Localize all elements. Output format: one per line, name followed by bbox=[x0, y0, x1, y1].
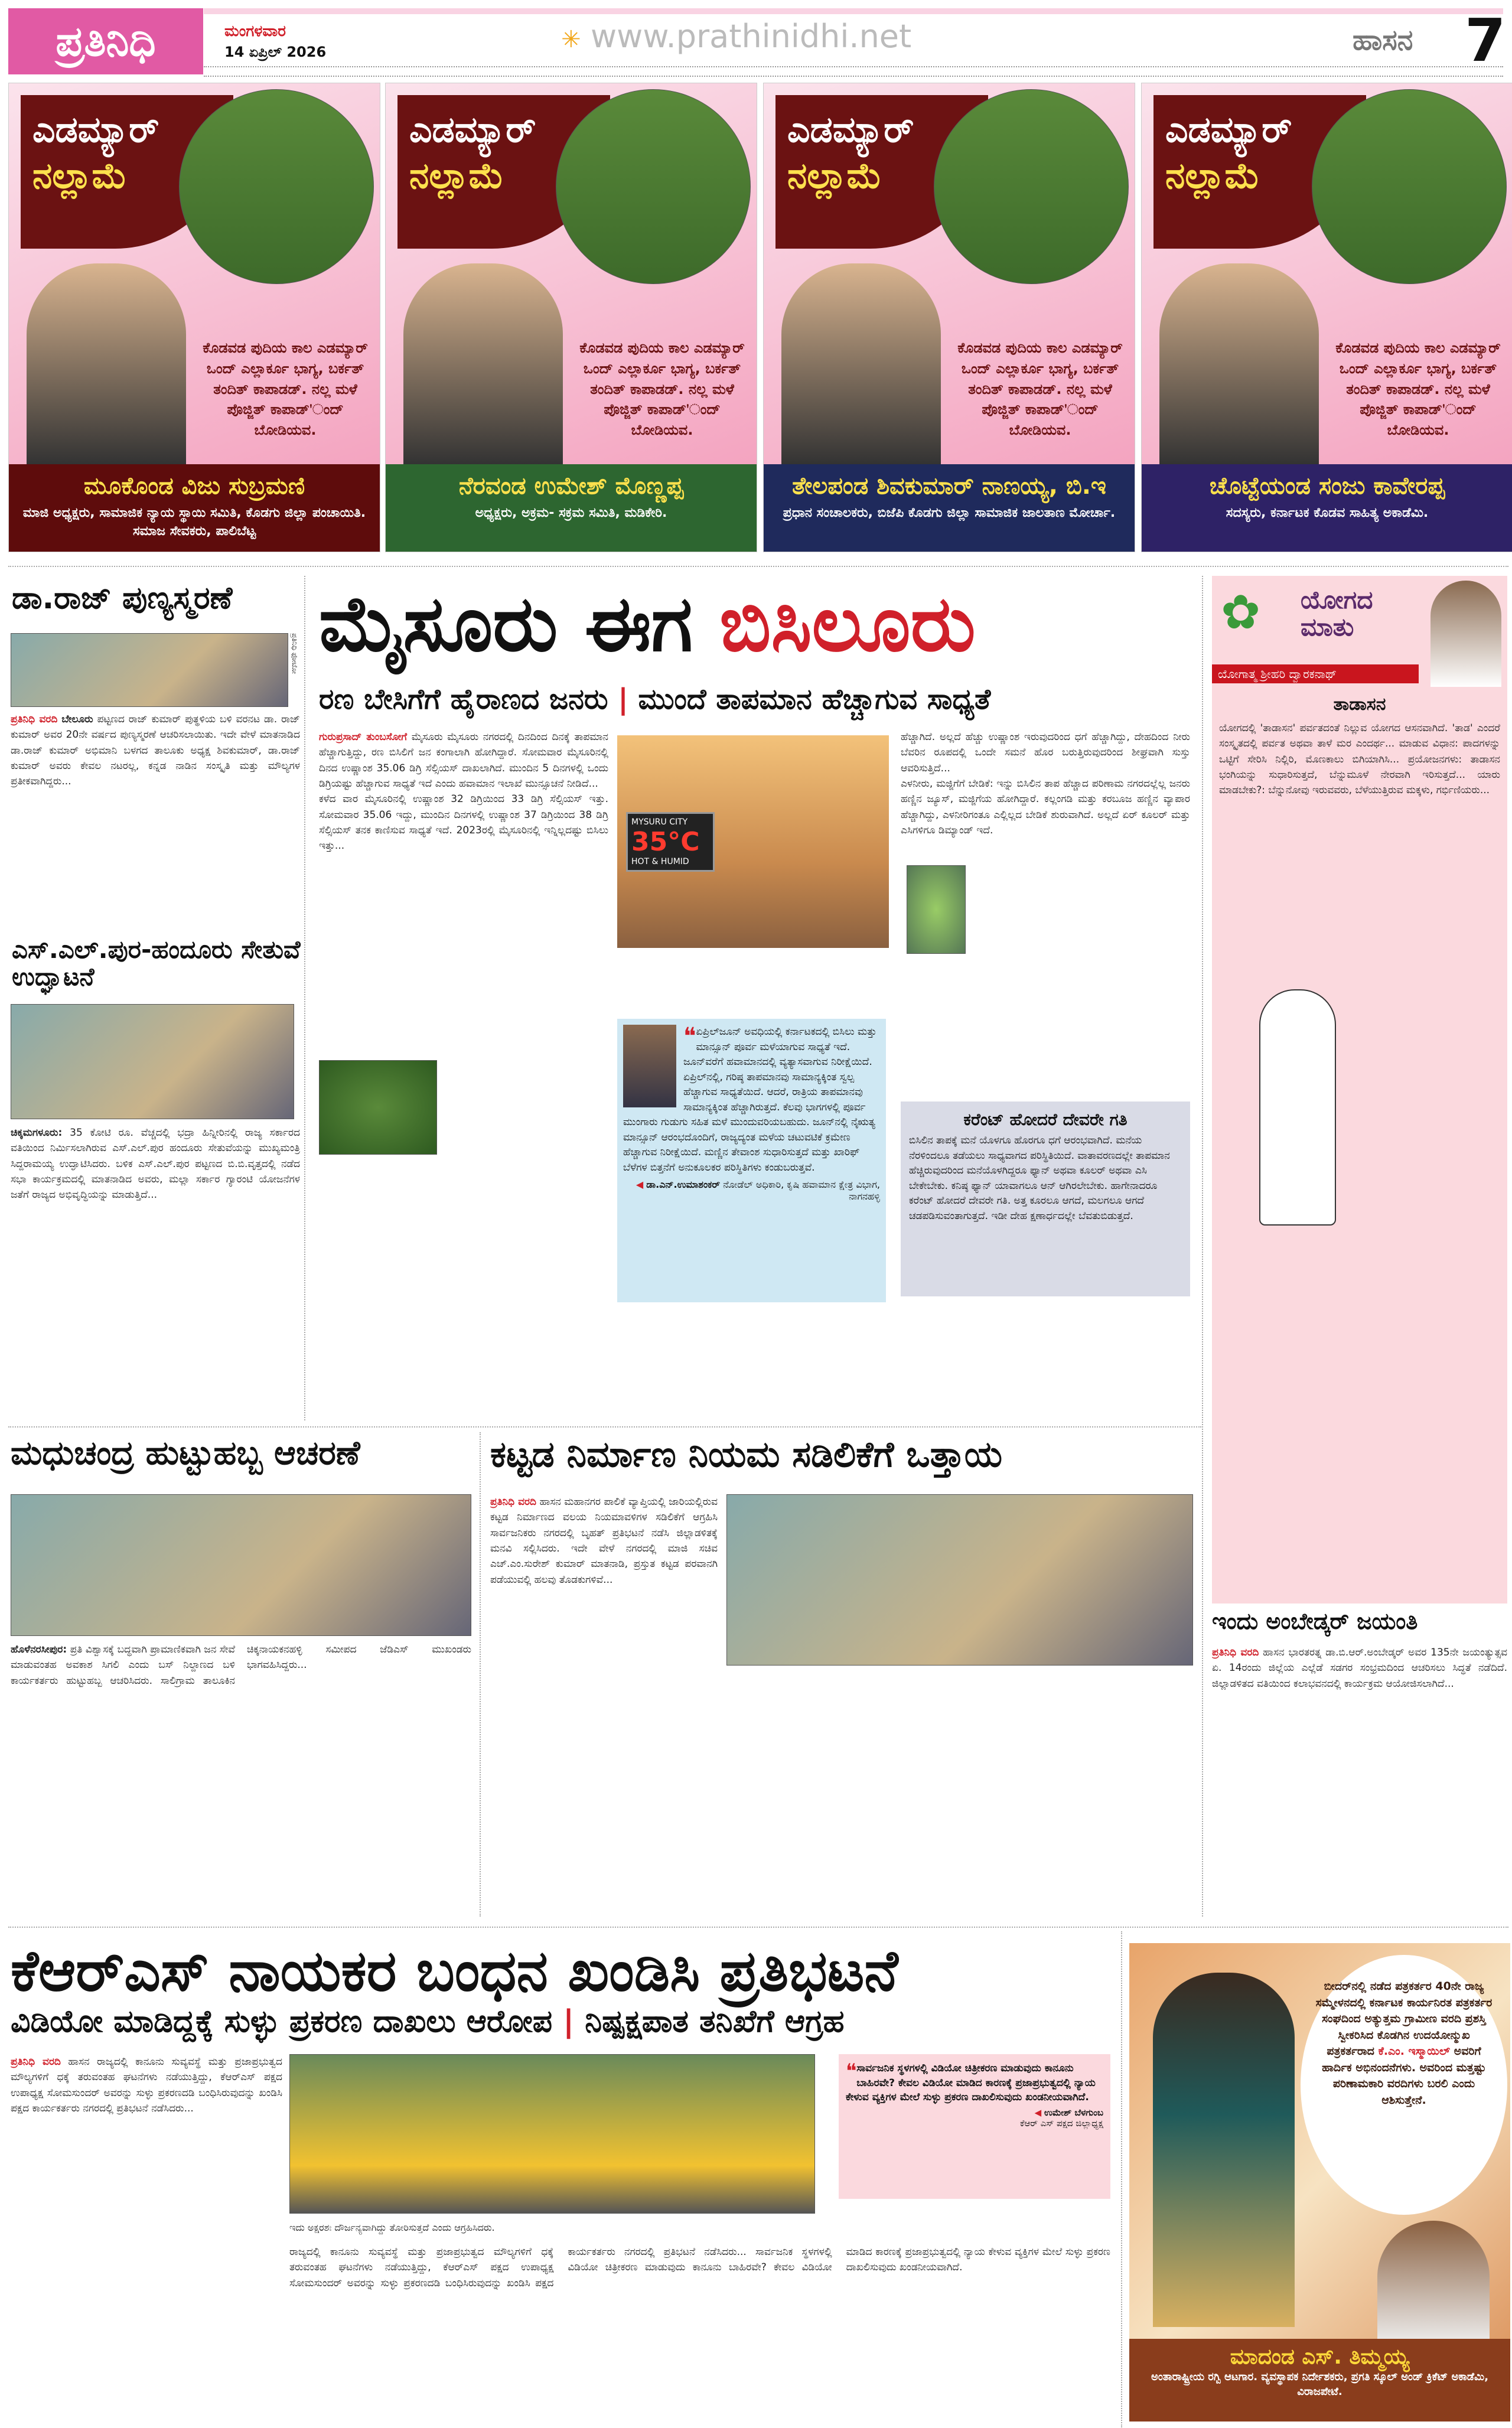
greeting-ad bbox=[385, 83, 757, 552]
ad-title-line: ಎಡಮ್ಯಾರ್ bbox=[32, 109, 159, 151]
main-subheadline: ರಣ ಬೇಸಿಗೆಗೆ ಹೈರಾಣದ ಜನರು | ಮುಂದೆ ತಾಪಮಾನ ಹೆಚ್ಚಾಗುವ ಸಾಧ್ಯತೆ bbox=[319, 683, 991, 716]
page-number: 7 bbox=[1465, 6, 1506, 75]
yoga-logo-line: ಮಾತು bbox=[1301, 612, 1354, 642]
ad-name-band bbox=[1142, 464, 1512, 552]
advertiser-designation: ಮಾಜಿ ಅಧ್ಯಕ್ಷರು, ಸಾಮಾಜಿಕ ನ್ಯಾಯ ಸ್ಥಾಯಿ ಸಮಿತಿ, ಕೊಡಗು ಜಿಲ್ಲಾ ಪಂಚಾಯಿತಿ. ಸಮಾಜ ಸೇವಕರು, ಪಾಲಿಬೆಟ್ಟ bbox=[22, 506, 366, 539]
article-body: ಭಾರತರತ್ನ ಡಾ.ಬಿ.ಆರ್.ಅಂಬೇಡ್ಕರ್ ಅವರ 135ನೇ ಜಯಂತ್ಯುತ್ಸವ ಏ. 14ರಂದು ಜಿಲ್ಲೆಯ ಎಲ್ಲೆಡೆ ಸಡಗರ ಸಂಭ್ರಮದಿಂದ ಆಚರಿಸಲು ಸಿದ್ಧತೆ ನಡೆದಿದೆ. ಜಿಲ್ಲಾಡಳಿತದ ವತಿಯಿಂದ ಕಲಾಭವನದಲ್ಲಿ ಕಾರ್ಯಕ್ರಮ ಆಯೋಜಿಸಲಾಗಿದೆ... bbox=[1212, 1647, 1507, 1690]
krs-subheadline: ವಿಡಿಯೋ ಮಾಡಿದ್ದಕ್ಕೆ ಸುಳ್ಳು ಪ್ರಕರಣ ದಾಖಲು ಆರೋಪ | ನಿಷ್ಪಕ್ಷಪಾತ ತನಿಖೆಗೆ ಆಗ್ರಹ bbox=[11, 2004, 845, 2039]
article-body: ರಾಜ್ಯದಲ್ಲಿ ಕಾನೂನು ಸುವ್ಯವಸ್ಥೆ ಮತ್ತು ಪ್ರಜಾಪ್ರಭುತ್ವದ ಮೌಲ್ಯಗಳಿಗೆ ಧಕ್ಕೆ ತರುವಂತಹ ಘಟನೆಗಳು ನಡೆಯುತ್ತಿದ್ದು, ಕೆಆರ್‌ಎಸ್ ಪಕ್ಷದ ಉಪಾಧ್ಯಕ್ಷ ಸೋಮಸುಂದರ್ ಅವರನ್ನು ಸುಳ್ಳು ಪ್ರಕರಣದಡಿ ಬಂಧಿಸಿರುವುದನ್ನು ಖಂಡಿಸಿ ಪಕ್ಷದ ಕಾರ್ಯಕರ್ತರು ನಗರದಲ್ಲಿ ಪ್ರತಿಭಟನೆ ನಡೆಸಿದರು... bbox=[289, 2246, 747, 2289]
sidebar-title: ಕರೆಂಟ್ ಹೋದರೆ ದೇವರೇ ಗತಿ bbox=[963, 1110, 1128, 1129]
byline: ಗುರುಪ್ರಸಾದ್ ತುಂಬಸೋಗೆ bbox=[319, 731, 408, 743]
headline-ambedkar: ಇಂದು ಅಂಬೇಡ್ಕರ್ ಜಯಂತಿ bbox=[1212, 1608, 1418, 1634]
ploughing-photo bbox=[1312, 89, 1507, 284]
birthday-celebration-photo bbox=[11, 1494, 471, 1636]
message-text: ಅವರಿಗೆ ಹಾರ್ದಿಕ ಅಭಿನಂದನೆಗಳು. ಅವರಿಂದ ಮತ್ತಷ್ಟು ಪರಿಣಾಮಕಾರಿ ವರದಿಗಳು ಬರಲಿ ಎಂದು ಆಶಿಸುತ್ತೇನೆ. bbox=[1322, 2045, 1486, 2107]
greeting-ad bbox=[1141, 83, 1512, 552]
subhead-part: ನಿಷ್ಪಕ್ಷಪಾತ ತನಿಖೆಗೆ ಆಗ್ರಹ bbox=[585, 2004, 845, 2039]
ploughing-photo bbox=[179, 89, 374, 284]
website-link[interactable]: www.prathinidhi.net bbox=[591, 18, 912, 55]
divider bbox=[8, 1927, 1508, 1928]
ad-name-band bbox=[9, 464, 380, 552]
award-message bbox=[1301, 1955, 1507, 2215]
sign-temperature: 35°C bbox=[631, 827, 700, 857]
article-body: ಸಾರ್ವಜನಿಕ ಸ್ಥಳಗಳಲ್ಲಿ ವಿಡಿಯೋ ಚಿತ್ರೀಕರಣ ಮಾಡುವುದು ಕಾನೂನು ಬಾಹಿರವೇ? ಕೇವಲ ವಿಡಿಯೋ ಮಾಡಿದ ಕಾರಣಕ್ಕೆ ಪ್ರಜಾಪ್ರಭುತ್ವದಲ್ಲಿ ನ್ಯಾಯ ಕೇಳುವ ವ್ಯಕ್ತಿಗಳ ಮೇಲೆ ಸುಳ್ಳು ಪ್ರಕರಣ ದಾಖಲಿಸುವುದು ಖಂಡನೀಯವಾಗಿದೆ. bbox=[568, 2246, 1110, 2274]
yoga-column bbox=[1212, 576, 1507, 1604]
quote-icon: ❝ bbox=[846, 2059, 857, 2083]
dateline: ಹಾಸನ bbox=[68, 2056, 90, 2068]
temperature-sign bbox=[626, 812, 715, 872]
bridge-inauguration-photo bbox=[11, 1004, 294, 1119]
krs-article bbox=[11, 2054, 282, 2423]
bridge-article bbox=[11, 1125, 300, 1409]
sponsor-photo bbox=[1377, 2221, 1490, 2345]
award-congratulation-ad bbox=[1129, 1943, 1510, 2422]
subhead-part: ರಣ ಬೇಸಿಗೆಗೆ ಹೈರಾಣದ ಜನರು bbox=[319, 683, 608, 716]
sign-note: HOT & HUMID bbox=[631, 857, 689, 866]
quote-role: ನೋಡೆಲ್ ಅಧಿಕಾರಿ, ಕೃಷಿ ಹವಾಮಾನ ಕ್ಷೇತ್ರ ವಿಭಾಗ, ನಾಗನಹಳ್ಳಿ bbox=[723, 1179, 880, 1202]
quote-icon: ❝ bbox=[683, 1023, 696, 1050]
dateline: ಹಾಸನ bbox=[539, 1496, 561, 1508]
ploughing-photo bbox=[556, 89, 751, 284]
article-body: ಕಳೆದ ವಾರ ಮೈಸೂರಿನಲ್ಲಿ ಉಷ್ಣಾಂಶ 32 ಡಿಗ್ರಿಯಿಂದ 33 ಡಿಗ್ರಿ ಸೆಲ್ಸಿಯಸ್ ಇತ್ತು. ಸೋಮವಾರ 35.06 ಇದ್ದು, ಮುಂದಿನ ದಿನಗಳಲ್ಲಿ ಉಷ್ಣಾಂಶ 37 ಡಿಗ್ರಿಯಿಂದ 38 ಡಿಗ್ರಿ ಸೆಲ್ಸಿಯಸ್ ತನಕ ಕಾಣಿಸುವ ಸಾಧ್ಯತೆ ಇದೆ. 2023ರಲ್ಲಿ ಮೈಸೂರಿನಲ್ಲಿ ಇನ್ನಿಲ್ಲದಷ್ಟು ಬಿಸಿಲು ಇತ್ತು... bbox=[319, 793, 608, 852]
awardee-photo bbox=[1153, 1973, 1295, 2327]
byline: ಪ್ರತಿನಿಧಿ ವರದಿ bbox=[1212, 1647, 1259, 1658]
divider bbox=[304, 576, 305, 1420]
headline-building-rules: ಕಟ್ಟಡ ನಿರ್ಮಾಣ ನಿಯಮ ಸಡಿಲಿಕೆಗೆ ಒತ್ತಾಯ bbox=[490, 1434, 1002, 1475]
subhead-part: ಮುಂದೆ ತಾಪಮಾನ ಹೆಚ್ಚಾಗುವ ಸಾಧ್ಯತೆ bbox=[638, 683, 991, 716]
building-article bbox=[490, 1494, 718, 1914]
raj-tribute-photo bbox=[11, 633, 288, 707]
dateline: ಹೊಳೆನರಸೀಪುರ: bbox=[11, 1644, 67, 1655]
quote-text: ಸಾರ್ವಜನಿಕ ಸ್ಥಳಗಳಲ್ಲಿ ವಿಡಿಯೋ ಚಿತ್ರೀಕರಣ ಮಾಡುವುದು ಕಾನೂನು ಬಾಹಿರವೇ? ಕೇವಲ ವಿಡಿಯೋ ಮಾಡಿದ ಕಾರಣಕ್ಕೆ ಪ್ರಜಾಪ್ರಭುತ್ವದಲ್ಲಿ ನ್ಯಾಯ ಕೇಳುವ ವ್ಯಕ್ತಿಗಳ ಮೇಲೆ ಸುಳ್ಳು ಪ್ರಕರಣ ದಾಖಲಿಸುವುದು ಖಂಡನೀಯವಾಗಿದೆ. bbox=[846, 2062, 1096, 2104]
sparkle-icon: ✳ bbox=[561, 26, 581, 53]
ad-name-band bbox=[386, 464, 757, 552]
ad-artwork bbox=[9, 83, 380, 464]
divider bbox=[204, 76, 1503, 77]
headline-birthday: ಮಧುಚಂದ್ರ ಹುಟ್ಟುಹಬ್ಬ ಆಚರಣೆ bbox=[11, 1434, 360, 1472]
divider bbox=[480, 1432, 481, 1917]
awardee-name: ಕೆ.ಎಂ. ಇಸ್ಮಾಯಿಲ್ bbox=[1378, 2045, 1451, 2058]
message-text: ಬೀದರ್‌ನಲ್ಲಿ ನಡೆದ ಪತ್ರಕರ್ತರ 40ನೇ ರಾಜ್ಯ ಸಮ್ಮೇಳನದಲ್ಲಿ ಕರ್ನಾಟಕ ಕಾರ್ಯನಿರತ ಪತ್ರಕರ್ತರ ಸಂಘದಿಂದ ಅತ್ಯುತ್ತಮ ಗ್ರಾಮೀಣ ವರದಿ ಪ್ರಶಸ್ತಿ ಸ್ವೀಕರಿಸಿದ ಕೊಡಗಿನ ಉದಯೋನ್ಮುಖ ಪತ್ರಕರ್ತರಾದ bbox=[1315, 1980, 1493, 2058]
sidebar-text: ಬಿಸಿಲಿನ ತಾಪಕ್ಕೆ ಮನೆ ಯೊಳಗೂ ಹೊರಗೂ ಧಗೆ ಆರಂಭವಾಗಿದೆ. ಮನೆಯ ನೆರಳಿಂದಲೂ ತಡೆಯಲು ಸಾಧ್ಯವಾಗದ ಪರಿಸ್ಥಿತಿಯಿದೆ. ವಾತಾವರಣದಲ್ಲೇ ತಾಪಮಾನ ಹೆಚ್ಚಿರುವುದರಿಂದ ಮನೆಯೊಳಗಿದ್ದರೂ ಫ್ಯಾನ್ ಅಥವಾ ಕೂಲರ್ ಅಥವಾ ಎಸಿ ಬೇಕೇಬೇಕು. ಕನಿಷ್ಠ ಫ್ಯಾನ್ ಯಾವಾಗಲೂ ಆನ್ ಆಗಿರಲೇಬೇಕು. ಹಾಗೇನಾದರೂ ಕರೆಂಟ್ ಹೋದರೆ ದೇವರೇ ಗತಿ. ಅತ್ತ ಕೂರಲೂ ಆಗದೆ, ಮಲಗಲೂ ಆಗದೆ ಚಡಪಡಿಸುವಂತಾಗುತ್ತದೆ. ಇಡೀ ದೇಹ ಕ್ಷಣಾರ್ಧದಲ್ಲೇ ಬೆವತುಬಿಡುತ್ತದೆ. bbox=[909, 1135, 1170, 1222]
sponsor-name: ಮಾದಂಡ ಎಸ್. ತಿಮ್ಮಯ್ಯ bbox=[1230, 2345, 1410, 2369]
ad-message: ಕೊಡವಡ ಪುದಿಯ ಕಾಲ ಎಡಮ್ಯಾರ್ ಒಂದ್ ಎಲ್ಲಾರ್ಕೂ ಭಾಗ್ಯ, ಬರ್ಕತ್ ತಂದಿತ್ ಕಾಪಾಡಡ್. ನಲ್ಲ ಮಳೆ ಪೊಜ್ಜಿತ್ ಕಾಪಾಡ್'ಂದ್ ಬೋಡಿಯವ. bbox=[1335, 340, 1501, 439]
divider bbox=[1202, 576, 1203, 1917]
person-photo bbox=[27, 263, 186, 464]
lotus-meditation-icon: ✿ bbox=[1221, 585, 1261, 640]
sign-city: MYSURU CITY bbox=[631, 817, 688, 827]
byline: ಪ್ರತಿನಿಧಿ ವರದಿ bbox=[11, 713, 58, 725]
power-cut-sidebar bbox=[901, 1101, 1190, 1296]
raj-article bbox=[11, 712, 300, 930]
ploughing-photo bbox=[934, 89, 1129, 284]
advertiser-name: ನೆರವಂಡ ಉಮೇಶ್ ಮೊಣ್ಣಪ್ಪ bbox=[458, 472, 684, 500]
divider bbox=[8, 566, 1508, 567]
author-name: ಯೋಗಾತ್ಮ ಶ್ರೀಹರಿ ದ್ವಾರಕನಾಥ್ bbox=[1212, 664, 1419, 683]
ad-message: ಕೊಡವಡ ಪುದಿಯ ಕಾಲ ಎಡಮ್ಯಾರ್ ಒಂದ್ ಎಲ್ಲಾರ್ಕೂ ಭಾಗ್ಯ, ಬರ್ಕತ್ ತಂದಿತ್ ಕಾಪಾಡಡ್. ನಲ್ಲ ಮಳೆ ಪೊಜ್ಜಿತ್ ಕಾಪಾಡ್'ಂದ್ ಬೋಡಿಯವ. bbox=[579, 340, 745, 439]
article-body: ಹೆಚ್ಚಾಗಿದೆ. ಅಲ್ಲದೆ ಹೆಚ್ಚು ಉಷ್ಣಾಂಶ ಇರುವುದರಿಂದ ಧಗೆ ಹೆಚ್ಚಾಗಿದ್ದು, ದೇಹದಿಂದ ನೀರು ಬೆವರಿನ ರೂಪದಲ್ಲಿ ಒಂದೇ ಸಮನೆ ಹೊರ ಬರುತ್ತಿರುವುದರಿಂದ ಶೀಘ್ರವಾಗಿ ಸುಸ್ತು ಆವರಿಸುತ್ತಿದೆ... bbox=[901, 731, 1190, 774]
advertiser-name: ತೇಲಪಂಡ ಶಿವಕುಮಾರ್ ನಾಣಯ್ಯ, ಬಿ.ಇ bbox=[792, 472, 1106, 500]
divider bbox=[1121, 1931, 1122, 2427]
yoga-header bbox=[1212, 576, 1507, 681]
issue-date: 14 ಏಪ್ರಿಲ್ 2026 bbox=[224, 44, 327, 60]
subhead-part: ವಿಡಿಯೋ ಮಾಡಿದ್ದಕ್ಕೆ ಸುಳ್ಳು ಪ್ರಕರಣ ದಾಖಲು ಆರೋಪ bbox=[11, 2004, 553, 2039]
krs-article-continued bbox=[289, 2244, 1110, 2422]
birthday-article bbox=[11, 1642, 471, 1914]
photo-credit: ಪ್ರತಿನಿಧಿ ಫೋಟೋ bbox=[291, 633, 299, 674]
protest-rally-photo bbox=[726, 1494, 1193, 1666]
ad-name-band bbox=[764, 464, 1135, 552]
sponsor-band bbox=[1129, 2339, 1510, 2422]
advertiser-designation: ಸದಸ್ಯರು, ಕರ್ನಾಟಕ ಕೊಡವ ಸಾಹಿತ್ಯ ಅಕಾಡೆಮಿ. bbox=[1226, 506, 1429, 520]
masthead-bar bbox=[204, 8, 1503, 14]
ad-title-line: ನಲ್ಲಾಮೆ bbox=[787, 155, 882, 197]
greeting-ad bbox=[8, 83, 380, 552]
article-body: ರಾಜ್ಯದಲ್ಲಿ ಕಾನೂನು ಸುವ್ಯವಸ್ಥೆ ಮತ್ತು ಪ್ರಜಾಪ್ರಭುತ್ವದ ಮೌಲ್ಯಗಳಿಗೆ ಧಕ್ಕೆ ತರುವಂತಹ ಘಟನೆಗಳು ನಡೆಯುತ್ತಿದ್ದು, ಕೆಆರ್‌ಎಸ್ ಪಕ್ಷದ ಉಪಾಧ್ಯಕ್ಷ ಸೋಮಸುಂದರ್ ಅವರನ್ನು ಸುಳ್ಳು ಪ್ರಕರಣದಡಿ ಬಂಧಿಸಿರುವುದನ್ನು ಖಂಡಿಸಿ ಪಕ್ಷದ ಕಾರ್ಯಕರ್ತರು ನಗರದಲ್ಲಿ ಪ್ರತಿಭಟನೆ ನಡೆಸಿದರು... bbox=[11, 2056, 282, 2115]
ad-title-line: ಎಡಮ್ಯಾರ್ bbox=[1165, 109, 1292, 151]
dateline: ಹಾಸನ bbox=[1263, 1647, 1285, 1658]
advertiser-name: ಚೊಟ್ಟೆಯಂಡ ಸಂಜು ಕಾವೇರಪ್ಪ bbox=[1209, 472, 1445, 500]
section-name: ಹಾಸನ bbox=[1353, 24, 1413, 57]
person-photo bbox=[1159, 263, 1319, 464]
quote-text: ಏಪ್ರಿಲ್‌ಜೂನ್ ಅವಧಿಯಲ್ಲಿ ಕರ್ನಾಟಕದಲ್ಲಿ ಬಿಸಿಲು ಮತ್ತು ಮಾನ್ಸೂನ್ ಪೂರ್ವ ಮಳೆಯಾಗುವ ಸಾಧ್ಯತೆ ಇದೆ. ಜೂನ್‌ವರೆಗೆ ಹವಾಮಾನದಲ್ಲಿ ವ್ಯತ್ಯಾಸವಾಗುವ ನಿರೀಕ್ಷೆಯಿದೆ. ಏಪ್ರಿಲ್‌ನಲ್ಲಿ, ಗರಿಷ್ಠ ತಾಪಮಾನವು ಸಾಮಾನ್ಯಕ್ಕಿಂತ ಸ್ವಲ್ಪ ಹೆಚ್ಚಾಗುವ ಸಾಧ್ಯತೆಯಿದೆ. ಆದರೆ, ರಾತ್ರಿಯ ತಾಪಮಾನವು ಸಾಮಾನ್ಯಕ್ಕಿಂತ ಹೆಚ್ಚಾಗಿರುತ್ತದೆ. ಕೆಲವು ಭಾಗಗಳಲ್ಲಿ ಪೂರ್ವ ಮುಂಗಾರು ಗುಡುಗು ಸಹಿತ ಮಳೆ ಮುಂದುವರಿಯಬಹುದು. ಜೂನ್‌ನಲ್ಲಿ ನೈಋತ್ಯ ಮಾನ್ಸೂನ್ ಆರಂಭದೊಂದಿಗೆ, ರಾಜ್ಯದ್ಯಂತ ಮಳೆಯ ಚಟುವಟಿಕೆ ಕ್ರಮೇಣ ಹೆಚ್ಚಾಗುವ ನಿರೀಕ್ಷೆಯಿದೆ. ಮಣ್ಣಿನ ತೇವಾಂಶ ಸುಧಾರಿಸುತ್ತದೆ ಮತ್ತು ಖಾರಿಫ್ ಬೆಳೆಗಳ ಬಿತ್ತನೆಗೆ ಅನುಕೂಲಕರ ಪರಿಸ್ಥಿತಿಗಳು ಕಂಡುಬರುತ್ತವೆ. bbox=[623, 1026, 877, 1174]
greeting-ad bbox=[763, 83, 1135, 552]
ad-message: ಕೊಡವಡ ಪುದಿಯ ಕಾಲ ಎಡಮ್ಯಾರ್ ಒಂದ್ ಎಲ್ಲಾರ್ಕೂ ಭಾಗ್ಯ, ಬರ್ಕತ್ ತಂದಿತ್ ಕಾಪಾಡಡ್. ನಲ್ಲ ಮಳೆ ಪೊಜ್ಜಿತ್ ಕಾಪಾಡ್'ಂದ್ ಬೋಡಿಯವ. bbox=[957, 340, 1123, 439]
article-body: ಮಹಾನಗರ ಪಾಲಿಕೆ ವ್ಯಾಪ್ತಿಯಲ್ಲಿ ಜಾರಿಯಲ್ಲಿರುವ ಕಟ್ಟಡ ನಿರ್ಮಾಣದ ವಲಯ ನಿಯಮಾವಳಿಗಳ ಸಡಿಲಿಕೆಗೆ ಆಗ್ರಹಿಸಿ ಸಾರ್ವಜನಿಕರು ನಗರದಲ್ಲಿ ಬೃಹತ್ ಪ್ರತಿಭಟನೆ ನಡೆಸಿ ಜಿಲ್ಲಾಡಳಿತಕ್ಕೆ ಮನವಿ ಸಲ್ಲಿಸಿದರು. ಇದೇ ವೇಳೆ ನಗರದಲ್ಲಿ ಮಾಜಿ ಸಚಿವ ಎಚ್.ಎಂ.ಸುರೇಶ್ ಕುಮಾರ್ ಮಾತನಾಡಿ, ಪ್ರಸ್ತುತ ಕಟ್ಟಡ ಪರವಾನಗಿ ಪಡೆಯುವಲ್ಲಿ ಹಲವು ತೊಡಕುಗಳಿವೆ... bbox=[490, 1496, 718, 1586]
person-photo bbox=[781, 263, 941, 464]
article-body: ಪ್ರತಿ ವಿಶ್ವಾಸಕ್ಕೆ ಬದ್ಧವಾಗಿ ಪ್ರಾಮಾಣಿಕವಾಗಿ ಜನ ಸೇವೆ ಮಾಡುವಂತಹ ಅವಕಾಶ ಸಿಗಲಿ ಎಂದು ಬಸ್ ನಿಲ್ದಾಣದ ಬಳಿ ಕಾರ್ಯಕರ್ತರು ಹುಟ್ಟುಹಬ್ಬ ಆಚರಿಸಿದರು. ಸಾಲಿಗ್ರಾಮ ತಾಲೂಕಿನ ಚಿಕ್ಕನಾಯಕನಹಳ್ಳಿ ಸಮೀಪದ ಜೆಡಿಎಸ್ ಮುಖಂಡರು ಭಾಗವಹಿಸಿದ್ದರು... bbox=[11, 1644, 471, 1687]
weekday: ಮಂಗಳವಾರ bbox=[224, 22, 286, 40]
article-body: ಪಟ್ಟಣದ ರಾಜ್ ಕುಮಾರ್ ಪುತ್ಥಳಿಯ ಬಳಿ ವರನಟ ಡಾ. ರಾಜ್ ಕುಮಾರ್ ಅವರ 20ನೇ ವರ್ಷದ ಪುಣ್ಯಸ್ಮರಣೆ ಆಚರಿಸಲಾಯಿತು. ಇದೇ ವೇಳೆ ಮಾತನಾಡಿದ ಡಾ.ರಾಜ್ ಕುಮಾರ್ ಅಭಿಮಾನಿ ಬಳಗದ ತಾಲೂಕು ಅಧ್ಯಕ್ಷ ಶಿವಕುಮಾರ್, ಡಾ.ರಾಜ್ ಕುಮಾರ್ ಅವರು ಕೇವಲ ನಟರಲ್ಲ, ಕನ್ನಡ ನಾಡಿನ ಸಂಸ್ಕೃತಿ ಮತ್ತು ಮೌಲ್ಯಗಳ ಪ್ರತೀಕವಾಗಿದ್ದರು... bbox=[11, 713, 300, 788]
ad-title-line: ನಲ್ಲಾಮೆ bbox=[409, 155, 504, 197]
krs-quote-box bbox=[839, 2054, 1110, 2199]
advertiser-designation: ಪ್ರಧಾನ ಸಂಚಾಲಕರು, ಬಿಜೆಪಿ ಕೊಡಗು ಜಿಲ್ಲಾ ಸಾಮಾಜಿಕ ಜಾಲತಾಣ ಮೋರ್ಚಾ. bbox=[783, 506, 1116, 520]
byline: ಪ್ರತಿನಿಧಿ ವರದಿ bbox=[11, 2056, 61, 2068]
sponsor-designation: ಅಂತಾರಾಷ್ಟ್ರೀಯ ರಗ್ಬಿ ಆಟಗಾರ. ವ್ಯವಸ್ಥಾಪಕ ನಿರ್ದೇಶಕರು, ಪ್ರಗತಿ ಸ್ಕೂಲ್ ಅಂಡ್ ಕ್ರಿಕೆಟ್ ಅಕಾಡೆಮಿ, ವಿರಾಜಪೇಟೆ. bbox=[1151, 2371, 1489, 2398]
person-photo bbox=[403, 263, 563, 464]
yoga-article-title: ತಾಡಾಸನ bbox=[1333, 694, 1386, 715]
byline: ಪ್ರತಿನಿಧಿ ವರದಿ bbox=[490, 1496, 537, 1508]
article-body: ಮೈಸೂರು ನಗರದಲ್ಲಿ ದಿನದಿಂದ ದಿನಕ್ಕೆ ತಾಪಮಾನ ಹೆಚ್ಚಾಗುತ್ತಿದ್ದು, ರಣ ಬಿಸಿಲಿಗೆ ಜನ ಕಂಗಾಲಾಗಿ ಹೋಗಿದ್ದಾರೆ. ಸೋಮವಾರ ಮೈಸೂರಿನಲ್ಲಿ ದಿನದ ಉಷ್ಣಾಂಶ 35.06 ಡಿಗ್ರಿ ಸೆಲ್ಸಿಯಸ್ ದಾಖಲಾಗಿದೆ. ಮುಂದಿನ 5 ದಿನಗಳಲ್ಲಿ ಒಂದು ಡಿಗ್ರಿಯಷ್ಟು ಹೆಚ್ಚಾಗುವ ಸಾಧ್ಯತೆ ಇದೆ ಎಂದು ಹವಾಮಾನ ಇಲಾಖೆ ಮುನ್ಸೂಚನೆ ನೀಡಿದೆ... bbox=[319, 731, 608, 790]
ad-artwork bbox=[1142, 83, 1512, 464]
ad-title-line: ನಲ್ಲಾಮೆ bbox=[32, 155, 128, 197]
ad-title-line: ನಲ್ಲಾಮೆ bbox=[1165, 155, 1260, 197]
photo-caption: ಇದು ಅಕ್ಷರಶಃ ದೌರ್ಜನ್ಯವಾಗಿದ್ದು ತೋರಿಸುತ್ತದೆ ಎಂದು ಆಗ್ರಹಿಸಿದರು. bbox=[289, 2222, 495, 2233]
ad-title-line: ಎಡಮ್ಯಾರ್ bbox=[409, 109, 536, 151]
quote-role: ಕೆಆರ್ ಎಸ್ ಪಕ್ಷದ ಜಿಲ್ಲಾಧ್ಯಕ್ಷ bbox=[1019, 2117, 1103, 2129]
headline-krs-protest: ಕೆಆರ್‌ಎಸ್ ನಾಯಕರ ಬಂಧನ ಖಂಡಿಸಿ ಪ್ರತಿಭಟನೆ bbox=[11, 1938, 898, 2004]
article-body: 35 ಕೋಟಿ ರೂ. ವೆಚ್ಚದಲ್ಲಿ ಭದ್ರಾ ಹಿನ್ನೀರಿನಲ್ಲಿ ರಾಜ್ಯ ಸರ್ಕಾರದ ವತಿಯಿಂದ ನಿರ್ಮಿಸಲಾಗಿರುವ ಎಸ್.ಎಲ್.ಪುರ ಹಂದೂರು ಸೇತುವೆಯನ್ನು ಮುಖ್ಯಮಂತ್ರಿ ಸಿದ್ದರಾಮಯ್ಯ ಉದ್ಘಾಟಿಸಿದರು. ಬಳಿಕ ಎಸ್.ಎಲ್.ಪುರ ಪಟ್ಟಣದ ಬಿ.ಬಿ.ವೃತ್ತದಲ್ಲಿ ನಡೆದ ಸಭಾ ಕಾರ್ಯಕ್ರಮದಲ್ಲಿ ಮಾತನಾಡಿದ ಅವರು, ಮಲ್ಲಾ ಸರ್ಕಾರ ಗ್ಯಾರಂಟಿ ಯೋಜನೆಗಳ ಜತೆಗೆ ರಾಜ್ಯದ ಅಭಿವೃದ್ಧಿಯನ್ನು ಮಾಡುತ್ತಿದೆ... bbox=[11, 1127, 300, 1201]
headline-raj: ಡಾ.ರಾಜ್ ಪುಣ್ಯಸ್ಮರಣೆ bbox=[12, 581, 233, 616]
advertiser-designation: ಅಧ್ಯಕ್ಷರು, ಅಕ್ರಮ- ಸಕ್ರಮ ಸಮಿತಿ, ಮಡಿಕೇರಿ. bbox=[475, 506, 667, 520]
pointer-icon: ◀ bbox=[1034, 2107, 1042, 2118]
yoga-article-body: ಯೋಗದಲ್ಲಿ 'ತಾಡಾಸನ' ಪರ್ವತದಂತೆ ನಿಲ್ಲುವ ಯೋಗದ ಆಸನವಾಗಿದೆ. 'ತಾಡ' ಎಂದರೆ ಸಂಸ್ಕೃತದಲ್ಲಿ ಪರ್ವತ ಅಥವಾ ತಾಳೆ ಮರ ಎಂದರ್ಥ... ಮಾಡುವ ವಿಧಾನ: ಪಾದಗಳನ್ನು ಒಟ್ಟಿಗೆ ಸೇರಿಸಿ ನಿಲ್ಲಿರಿ, ಮೊಣಕಾಲು ಬಿಗಿಯಾಗಿಸಿ... ಪ್ರಯೋಜನಗಳು: ತಾಡಾಸನ ಭಂಗಿಯನ್ನು ಸುಧಾರಿಸುತ್ತದೆ, ಬೆನ್ನುಮೂಳೆ ನೇರವಾಗಿ ಇರಿಸುತ್ತದೆ... ಯಾರು ಮಾಡಬೇಕು?: ಬೆನ್ನುನೋವು ಇರುವವರು, ಬೆಳೆಯುತ್ತಿರುವ ಮಕ್ಕಳು, ಗರ್ಭಿಣಿಯರು... bbox=[1219, 722, 1500, 797]
expert-quote-box bbox=[617, 1019, 886, 1302]
divider bbox=[8, 1426, 1201, 1428]
pointer-icon: ◀ bbox=[636, 1179, 644, 1190]
quote-author: ಉಮೇಶ್ ಬೆಳಗುಂಬ bbox=[1044, 2107, 1103, 2118]
dateline: ಬೇಲೂರು bbox=[61, 713, 93, 725]
newspaper-logo: ಪ್ರತಿನಿಧಿ bbox=[8, 8, 203, 74]
watermelon-photo bbox=[319, 1060, 437, 1155]
quote-author: ಡಾ.ಎನ್.ಉಮಾಶಂಕರ್ bbox=[646, 1179, 721, 1190]
krs-protest-photo bbox=[289, 2054, 815, 2214]
yoga-logo-line: ಯೋಗದ bbox=[1301, 585, 1373, 614]
ambedkar-article bbox=[1212, 1645, 1507, 1911]
headline-bridge: ಎಸ್.ಎಲ್.ಪುರ-ಹಂದೂರು ಸೇತುವೆ ಉದ್ಘಾಟನೆ bbox=[12, 935, 301, 992]
advertiser-name: ಮೂಕೊಂಡ ವಿಜು ಸುಬ್ರಮಣಿ bbox=[83, 472, 305, 500]
ad-artwork bbox=[386, 83, 757, 464]
ad-artwork bbox=[764, 83, 1135, 464]
divider bbox=[204, 66, 1503, 67]
dateline: ಮೈಸೂರು bbox=[411, 731, 443, 743]
main-headline bbox=[319, 579, 1193, 669]
headline-highlight: ಬಿಸಿಲೂರು bbox=[719, 579, 976, 669]
author-photo bbox=[1430, 581, 1501, 687]
ad-message: ಕೊಡವಡ ಪುದಿಯ ಕಾಲ ಎಡಮ್ಯಾರ್ ಒಂದ್ ಎಲ್ಲಾರ್ಕೂ ಭಾಗ್ಯ, ಬರ್ಕತ್ ತಂದಿತ್ ಕಾಪಾಡಡ್. ನಲ್ಲ ಮಳೆ ಪೊಜ್ಜಿತ್ ಕಾಪಾಡ್'ಂದ್ ಬೋಡಿಯವ. bbox=[203, 340, 368, 439]
article-body: ಎಳನೀರು, ಮಜ್ಜಿಗೆಗೆ ಬೇಡಿಕೆ: ಇನ್ನು ಬಿಸಿಲಿನ ತಾಪ ಹೆಚ್ಚಾದ ಪರಿಣಾಮ ನಗರದಲ್ಲೆಲ್ಲ ಜನರು ಹಣ್ಣಿನ ಜ್ಯೂಸ್, ಮಜ್ಜಿಗೆಯ ಹೋಗಿದ್ದಾರೆ. ಕಲ್ಲಂಗಡಿ ಮತ್ತು ಕರಬೂಜ ಹಣ್ಣಿನ ವ್ಯಾಪಾರ ಹೆಚ್ಚಾಗಿದ್ದು, ಎಳನೀರಿಗಂತೂ ಎಲ್ಲಿಲ್ಲದ ಬೇಡಿಕೆ ಶುರುವಾಗಿದೆ. ಅಲ್ಲದೆ ಏರ್ ಕೂಲರ್ ಮತ್ತು ಎಸಿಗಳಿಗೂ ಡಿಮ್ಯಾಂಡ್ ಇದೆ. bbox=[901, 778, 1190, 837]
main-article-col3 bbox=[901, 729, 1190, 1096]
expert-photo bbox=[623, 1025, 676, 1107]
ad-title-line: ಎಡಮ್ಯಾರ್ bbox=[787, 109, 914, 151]
headline-part: ಮೈಸೂರು ಈಗ bbox=[319, 579, 693, 669]
dateline: ಚಿಕ್ಕಮಗಳೂರು: bbox=[11, 1127, 63, 1139]
tadasana-pose-illustration bbox=[1259, 989, 1336, 1226]
mysuru-palace-photo bbox=[617, 735, 889, 948]
